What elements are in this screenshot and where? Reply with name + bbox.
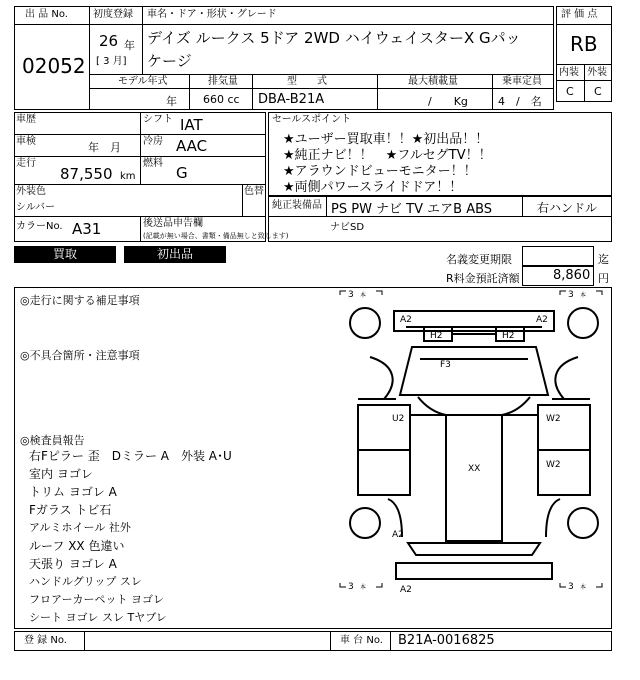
inspector-line-7: 天張り ヨゴレ A [29,557,117,571]
mark-right-front-door: W2 [546,414,561,424]
mark-rear-bumper: A2 [400,585,412,595]
first-reg-year: 26 [99,32,119,50]
displacement-label: 排気量 [208,76,238,87]
car-name-line1: デイズ ルークス 5ドア 2WD ハイウェイスターX Gパッ [147,29,521,47]
mark-right-rear-door: W2 [546,460,561,470]
inspector-line-5: アルミホイール 社外 [29,521,131,534]
badge-hatsu-shuppin: 初出品 [124,246,226,263]
inspector-line-3: トリム ヨゴレ A [29,485,117,499]
tire-tag-rr: 3 [568,582,574,592]
name-change-unit: 迄 [598,253,609,266]
inspection-value: 年 月 [88,141,121,154]
sales-line-2: ★純正ナビ！！ ★フルセグTV！！ [283,148,492,163]
mark-headlight-l: H2 [430,331,443,341]
fuel-label: 燃料 [143,158,163,169]
car-diagram [336,287,612,629]
evaluation-label: 評 価 点 [561,9,598,20]
inspector-line-6: ルーフ XX 色違い [29,539,125,553]
tire-tag-fl-unit: 本 [360,292,367,299]
tire-tag-fr: 3 [568,290,574,300]
driving-remarks-label: ◎走行に関する補足事項 [20,294,140,307]
inspector-line-4: Fガラス トビ石 [29,503,112,517]
mark-left-rear: A2 [392,530,404,540]
shift-label: シフト [143,114,173,125]
tire-tag-rl: 3 [348,582,354,592]
mark-roof: XX [468,464,481,474]
type-label: 型 式 [287,76,327,87]
recycle-label: R料金預託済額 [446,272,520,285]
sales-label: セールスポイント [272,114,352,125]
interior-label: 内装 [559,67,579,78]
lot-label: 出 品 No. [25,9,68,20]
ext-color-label: 外装色 [16,186,46,197]
name-change-label: 名義変更期限 [446,253,512,266]
ext-color-value: シルバー [16,202,56,213]
footer-frame [14,631,612,651]
docs-label: 後送品申告欄 [143,218,203,229]
first-reg-label: 初度登録 [93,9,133,20]
mark-windshield: F3 [440,360,451,370]
equipment-label: 純正装備品 [272,200,322,211]
recycle-value: 8,860 [553,268,591,283]
tire-tag-fl: 3 [348,290,354,300]
inspection-label: 車検 [16,136,36,147]
capacity-value: 4 / 名 [498,95,542,108]
repaint-label: 色替 [244,186,264,197]
shift-value: IAT [180,116,203,134]
max-load-value: / Kg [428,95,468,108]
interior-grade: C [566,85,574,98]
color-no-label: カラーNo. [16,221,63,232]
steering-value: 右ハンドル [537,201,598,215]
inspector-line-8: ハンドルグリップ スレ [29,575,142,588]
first-reg-year-unit: 年 [124,39,135,52]
inspector-line-2: 室内 ヨゴレ [29,467,93,481]
inspector-report-label: ◎検査員報告 [20,434,85,447]
equipment-value: PS PW ナビ TV エアB ABS [331,202,493,217]
ac-value: AAC [176,137,208,155]
inspector-line-10: シート ヨゴレ スレ Tヤブレ [29,611,167,624]
reg-no-label: 登 録 No. [24,635,67,646]
mileage-label: 走行 [16,158,36,169]
sales-line-1: ★ユーザー買取車！！★初出品！！ [283,132,489,147]
name-change-box [522,246,594,266]
history-label: 車歴 [16,114,36,125]
exterior-label: 外装 [587,67,607,78]
inspector-line-1: 右Fピラー 歪 Dミラー A 外装 A･U [29,449,232,463]
inspector-line-9: フロアーカーペット ヨゴレ [29,593,164,606]
car-name-label: 車名・ドア・形状・グレード [147,9,277,20]
fuel-value: G [176,164,188,182]
tire-tag-rl-unit: 本 [360,584,367,591]
lot-number: 02052 [22,54,86,78]
mark-left-front-door: U2 [392,414,405,424]
tire-tag-rr-unit: 本 [580,584,587,591]
caution-remarks-label: ◎不具合箇所・注意事項 [20,349,140,362]
car-name-line2: ケージ [147,52,192,70]
exterior-grade: C [594,85,602,98]
type-value: DBA-B21A [258,92,325,107]
color-no-value: A31 [72,220,102,238]
mark-headlight-r: H2 [502,331,515,341]
first-reg-month: [ 3 月] [96,56,127,67]
chassis-label: 車 台 No. [340,635,383,646]
docs-note: (記載が無い場合、書類・備品無しと致します) [143,232,289,240]
docs-value: ナビSD [330,222,365,233]
mark-front-bumper-r: A2 [536,315,548,325]
capacity-label: 乗車定員 [502,76,542,87]
mileage-value: 87,550 [60,165,113,183]
model-year-label: モデル年式 [118,76,168,87]
max-load-label: 最大積載量 [408,76,458,87]
model-year-unit: 年 [166,95,177,108]
mileage-unit: km [120,171,136,182]
displacement-value: 660 cc [203,93,240,106]
mark-front-bumper-l: A2 [400,315,412,325]
sales-line-4: ★両側パワースライドドア！！ [283,180,463,195]
recycle-unit: 円 [598,272,609,285]
ac-label: 冷房 [143,136,163,147]
tire-tag-fr-unit: 本 [580,292,587,299]
sales-line-3: ★アラウンドビューモニター！！ [283,164,477,179]
evaluation-score: RB [570,32,598,56]
chassis-value: B21A-0016825 [398,633,495,648]
badge-kaitori: 買取 [14,246,116,263]
